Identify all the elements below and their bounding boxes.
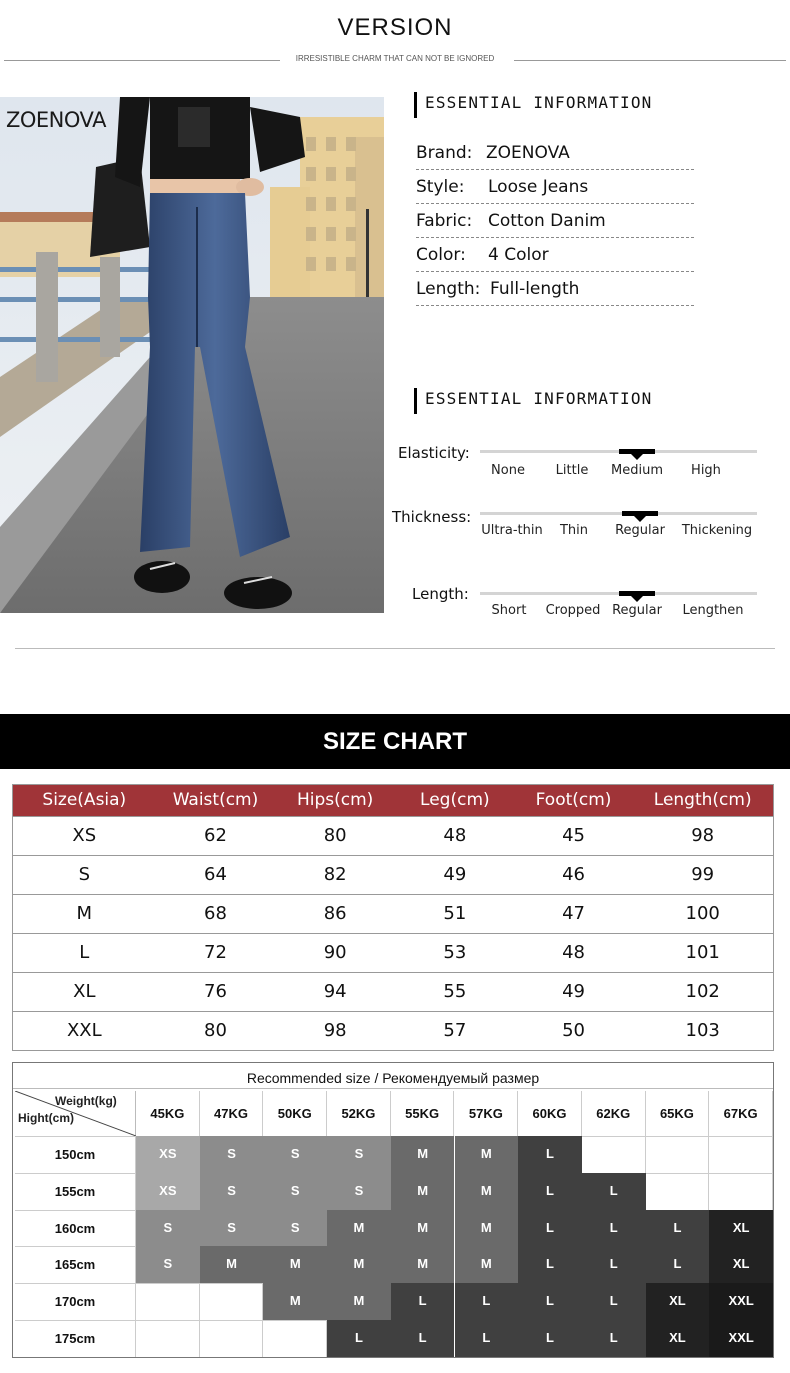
recommended-size-cell: M bbox=[327, 1246, 391, 1283]
info-key: Fabric: bbox=[416, 211, 473, 231]
size-chart-header-row bbox=[13, 785, 773, 816]
recommended-size-cell: L bbox=[582, 1283, 646, 1320]
recommended-size-cell bbox=[646, 1173, 710, 1210]
recommended-size-cell: S bbox=[136, 1210, 200, 1247]
scale-option: Regular bbox=[615, 523, 665, 538]
recommended-size-cell: M bbox=[327, 1283, 391, 1320]
scale-label: Elasticity: bbox=[398, 444, 470, 462]
info-row bbox=[416, 272, 694, 306]
recommended-size-cell: XL bbox=[709, 1210, 773, 1247]
size-chart-body bbox=[13, 816, 773, 1050]
size-chart-column-header: Leg(cm) bbox=[420, 790, 490, 810]
size-chart-cell: 99 bbox=[691, 864, 715, 885]
recommended-size-cell: L bbox=[391, 1320, 455, 1357]
size-chart-cell: 102 bbox=[685, 981, 720, 1002]
recommended-size-cell: XL bbox=[646, 1320, 710, 1357]
weight-header: 55KG bbox=[391, 1091, 455, 1136]
weight-header: 47KG bbox=[200, 1091, 264, 1136]
recommended-size-cell: XS bbox=[136, 1136, 200, 1173]
size-chart-cell: 45 bbox=[562, 825, 585, 846]
size-chart-row bbox=[13, 933, 773, 972]
info-key: Length: bbox=[416, 279, 481, 299]
info-key: Brand: bbox=[416, 143, 473, 163]
recommended-size-table bbox=[12, 1062, 774, 1358]
recommended-size-cell: L bbox=[646, 1246, 710, 1283]
info-row bbox=[416, 238, 694, 272]
scale-option: High bbox=[691, 463, 721, 478]
size-chart-cell: 90 bbox=[323, 942, 347, 963]
size-chart-cell: 103 bbox=[685, 1020, 720, 1041]
height-header: 170cm bbox=[15, 1283, 136, 1320]
scale-option: Little bbox=[555, 463, 589, 478]
tagline-row bbox=[4, 54, 786, 68]
size-chart-cell: 48 bbox=[443, 825, 467, 846]
attributes-heading: ESSENTIAL INFORMATION bbox=[414, 388, 653, 414]
weight-header: 52KG bbox=[327, 1091, 391, 1136]
size-chart-banner: SIZE CHART bbox=[0, 714, 790, 769]
size-chart-row bbox=[13, 855, 773, 894]
scale-label: Length: bbox=[412, 585, 469, 603]
recommended-size-cell bbox=[136, 1283, 200, 1320]
info-key: Color: bbox=[416, 245, 466, 265]
recommended-size-cell: L bbox=[582, 1173, 646, 1210]
recommended-size-cell bbox=[709, 1173, 773, 1210]
recommended-size-cell: M bbox=[391, 1173, 455, 1210]
recommended-size-cell: L bbox=[455, 1283, 519, 1320]
recommended-size-cell: L bbox=[518, 1136, 582, 1173]
recommended-size-cell: L bbox=[518, 1173, 582, 1210]
recommended-size-cell: S bbox=[200, 1210, 264, 1247]
height-header: 165cm bbox=[15, 1246, 136, 1283]
recommended-size-cell: M bbox=[200, 1246, 264, 1283]
recommended-size-cell: M bbox=[391, 1246, 455, 1283]
recommended-size-cell: M bbox=[327, 1210, 391, 1247]
size-chart-cell: L bbox=[79, 942, 90, 963]
recommended-size-cell: M bbox=[263, 1283, 327, 1320]
info-value: ZOENOVA bbox=[486, 143, 570, 163]
size-chart-cell: M bbox=[76, 903, 93, 924]
recommended-size-cell: L bbox=[391, 1283, 455, 1320]
recommended-size-cell: M bbox=[455, 1246, 519, 1283]
height-axis-label: Hight(cm) bbox=[18, 1111, 74, 1125]
weight-header: 60KG bbox=[518, 1091, 582, 1136]
size-chart-cell: 101 bbox=[685, 942, 720, 963]
essential-info-heading: ESSENTIAL INFORMATION bbox=[414, 92, 653, 118]
recommended-corner-cell bbox=[15, 1091, 136, 1136]
info-row bbox=[416, 204, 694, 238]
size-chart-cell: 50 bbox=[562, 1020, 585, 1041]
size-chart-cell: 49 bbox=[443, 864, 467, 885]
size-chart-cell: 94 bbox=[323, 981, 347, 1002]
recommended-size-cell: S bbox=[263, 1173, 327, 1210]
size-chart-cell: XS bbox=[72, 825, 97, 846]
size-chart-column-header: Foot(cm) bbox=[535, 790, 612, 810]
recommended-size-title: Recommended size / Рекомендуемый размер bbox=[13, 1063, 773, 1089]
recommended-size-cell: M bbox=[391, 1136, 455, 1173]
size-chart-cell: 80 bbox=[204, 1020, 227, 1041]
recommended-size-cell: L bbox=[582, 1210, 646, 1247]
scale-option: Short bbox=[491, 603, 527, 618]
size-chart-cell: 53 bbox=[443, 942, 467, 963]
size-chart-cell: 82 bbox=[323, 864, 347, 885]
recommended-size-cell: L bbox=[518, 1320, 582, 1357]
weight-header: 50KG bbox=[263, 1091, 327, 1136]
info-value: Loose Jeans bbox=[488, 177, 589, 197]
recommended-size-cell: L bbox=[455, 1320, 519, 1357]
size-chart-cell: 98 bbox=[691, 825, 715, 846]
size-chart-cell: 46 bbox=[562, 864, 585, 885]
size-chart-cell: 49 bbox=[562, 981, 585, 1002]
size-chart-column-header: Waist(cm) bbox=[172, 790, 259, 810]
recommended-size-cell: S bbox=[327, 1173, 391, 1210]
recommended-size-cell: S bbox=[327, 1136, 391, 1173]
size-chart-row bbox=[13, 816, 773, 855]
scale-option: None bbox=[491, 463, 525, 478]
recommended-size-cell bbox=[582, 1136, 646, 1173]
weight-header: 65KG bbox=[646, 1091, 710, 1136]
product-photo bbox=[0, 97, 384, 613]
scale-option: Lengthen bbox=[682, 603, 744, 618]
size-chart-cell: 47 bbox=[562, 903, 585, 924]
size-chart-cell: 51 bbox=[443, 903, 467, 924]
recommended-size-cell: XXL bbox=[709, 1320, 773, 1357]
recommended-size-cell: XXL bbox=[709, 1283, 773, 1320]
scale-option: Thickening bbox=[681, 523, 753, 538]
brand-logo: ZOENOVA bbox=[6, 108, 106, 132]
size-chart-column-header: Size(Asia) bbox=[42, 790, 127, 810]
scale-option: Regular bbox=[612, 603, 662, 618]
scale-option: Ultra-thin bbox=[481, 523, 543, 538]
weight-axis-label: Weight(kg) bbox=[55, 1094, 117, 1108]
tagline-divider-right bbox=[514, 60, 786, 61]
size-chart-cell: 72 bbox=[204, 942, 227, 963]
size-chart-row bbox=[13, 972, 773, 1011]
recommended-size-cell: M bbox=[455, 1173, 519, 1210]
recommended-size-cell: S bbox=[263, 1210, 327, 1247]
recommended-size-cell: S bbox=[263, 1136, 327, 1173]
recommended-size-cell: L bbox=[518, 1210, 582, 1247]
recommended-size-cell bbox=[263, 1320, 327, 1357]
size-chart-cell: 100 bbox=[685, 903, 720, 924]
recommended-size-cell: S bbox=[136, 1246, 200, 1283]
info-row bbox=[416, 170, 694, 204]
size-chart-row bbox=[13, 894, 773, 933]
recommended-size-cell: XL bbox=[646, 1283, 710, 1320]
size-chart-cell: 86 bbox=[323, 903, 347, 924]
weight-header: 62KG bbox=[582, 1091, 646, 1136]
height-header: 150cm bbox=[15, 1136, 136, 1173]
recommended-size-cell: M bbox=[391, 1210, 455, 1247]
recommended-size-cell: M bbox=[455, 1210, 519, 1247]
size-chart-cell: 55 bbox=[443, 981, 467, 1002]
size-chart-cell: XL bbox=[73, 981, 96, 1002]
recommended-size-cell: S bbox=[200, 1136, 264, 1173]
size-chart-cell: 76 bbox=[204, 981, 227, 1002]
recommended-size-cell bbox=[136, 1320, 200, 1357]
recommended-size-cell: L bbox=[518, 1283, 582, 1320]
recommended-size-cell: S bbox=[200, 1173, 264, 1210]
info-key: Style: bbox=[416, 177, 465, 197]
info-value: Full-length bbox=[490, 279, 580, 299]
recommended-size-cell bbox=[646, 1136, 710, 1173]
height-header: 160cm bbox=[15, 1210, 136, 1247]
scale-track bbox=[480, 512, 757, 515]
info-row bbox=[416, 136, 694, 170]
size-chart-cell: 98 bbox=[323, 1020, 347, 1041]
weight-header: 45KG bbox=[136, 1091, 200, 1136]
scale-option: Medium bbox=[611, 463, 663, 478]
recommended-size-cell bbox=[200, 1283, 264, 1320]
weight-header: 57KG bbox=[455, 1091, 519, 1136]
size-chart-row bbox=[13, 1011, 773, 1050]
tagline: IRRESISTIBLE CHARM THAT CAN NOT BE IGNORED bbox=[295, 54, 495, 63]
scale-label: Thickness: bbox=[392, 508, 472, 526]
recommended-size-cell: XS bbox=[136, 1173, 200, 1210]
size-chart-cell: 48 bbox=[562, 942, 585, 963]
recommended-size-cell bbox=[709, 1136, 773, 1173]
info-value: Cotton Danim bbox=[488, 211, 606, 231]
height-header: 155cm bbox=[15, 1173, 136, 1210]
recommended-size-cell: XL bbox=[709, 1246, 773, 1283]
page-title: VERSION bbox=[337, 14, 453, 41]
size-chart-cell: S bbox=[78, 864, 91, 885]
size-chart-cell: 57 bbox=[443, 1020, 467, 1041]
scale-selected-marker bbox=[622, 511, 658, 516]
scale-selected-marker bbox=[619, 449, 655, 454]
recommended-size-cell bbox=[200, 1320, 264, 1357]
size-chart-column-header: Hips(cm) bbox=[296, 790, 374, 810]
recommended-size-cell: M bbox=[263, 1246, 327, 1283]
size-chart-column-header: Length(cm) bbox=[653, 790, 752, 810]
height-header: 175cm bbox=[15, 1320, 136, 1357]
size-chart-cell: 80 bbox=[323, 825, 347, 846]
weight-header: 67KG bbox=[709, 1091, 773, 1136]
recommended-size-cell: M bbox=[455, 1136, 519, 1173]
size-chart-table bbox=[12, 784, 774, 1051]
recommended-size-cell: L bbox=[582, 1246, 646, 1283]
recommended-size-cell: L bbox=[582, 1320, 646, 1357]
recommended-size-cell: L bbox=[646, 1210, 710, 1247]
section-divider bbox=[15, 648, 775, 649]
info-value: 4 Color bbox=[488, 245, 549, 265]
scale-option: Thin bbox=[559, 523, 589, 538]
size-chart-cell: 68 bbox=[204, 903, 227, 924]
size-chart-cell: 64 bbox=[204, 864, 227, 885]
recommended-size-cell: L bbox=[327, 1320, 391, 1357]
recommended-size-cell: L bbox=[518, 1246, 582, 1283]
size-chart-cell: XXL bbox=[66, 1020, 102, 1041]
scale-selected-marker bbox=[619, 591, 655, 596]
size-chart-cell: 62 bbox=[204, 825, 227, 846]
scale-option: Cropped bbox=[545, 603, 601, 618]
